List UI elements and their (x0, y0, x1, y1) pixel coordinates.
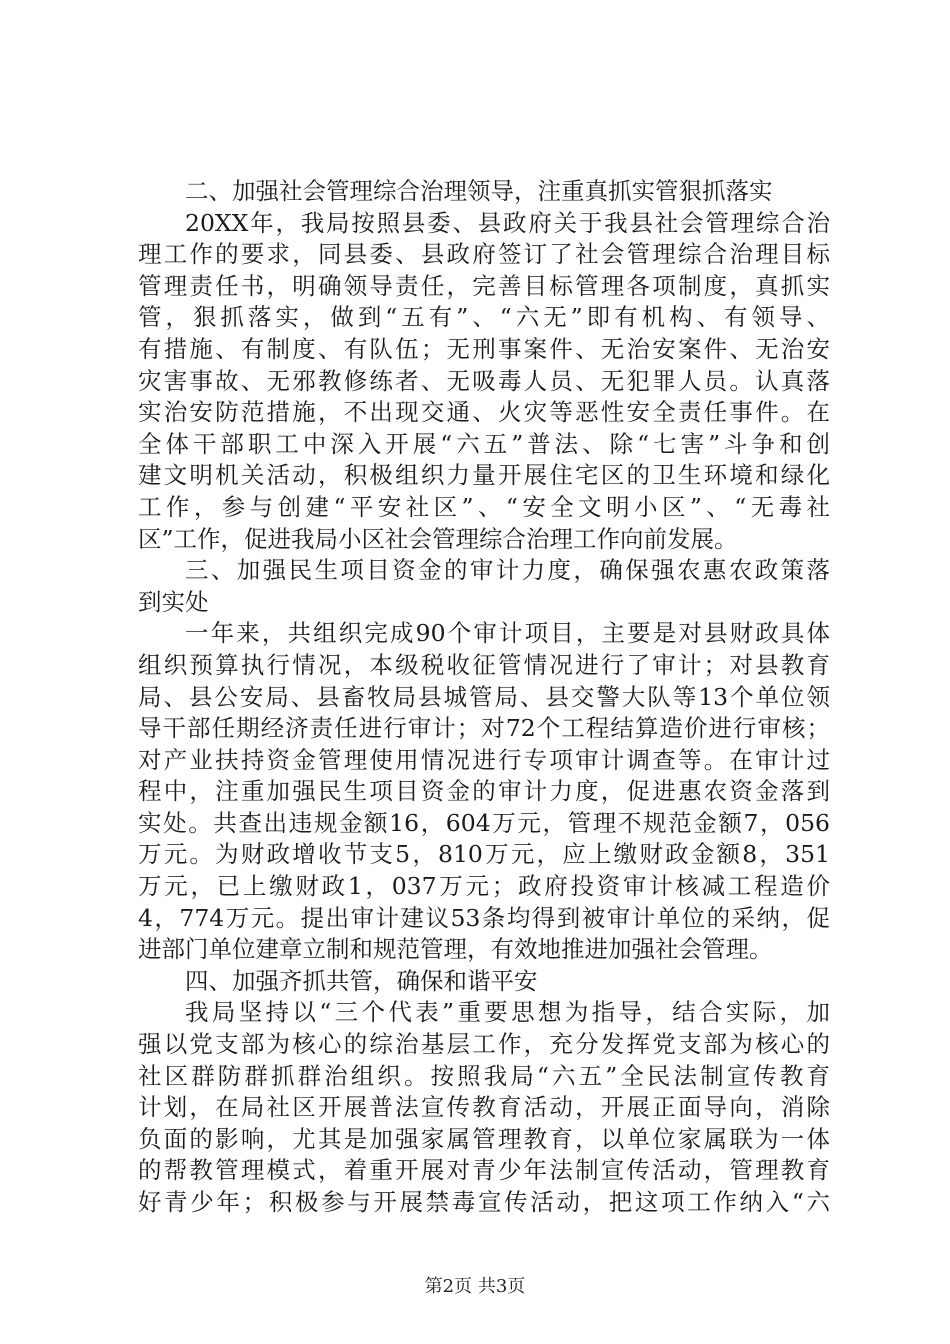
paragraph-line: 计划，在局社区开展普法宣传教育活动，开展正面导向，消除 (138, 1093, 830, 1122)
paragraph-line: 万元。为财政增收节支5，810万元，应上缴财政金额8，351 (138, 840, 830, 869)
paragraph-line: 一年来，共组织完成90个审计项目，主要是对县财政具体 (185, 619, 830, 648)
paragraph-line: 20XX年，我局按照县委、县政府关于我县社会管理综合治 (185, 208, 830, 237)
paragraph-line: 建文明机关活动，积极组织力量开展住宅区的卫生环境和绿化 (138, 461, 830, 490)
section-heading-2: 二、加强社会管理综合治理领导，注重真抓实管狠抓落实 (185, 177, 773, 205)
paragraph-line: 管，狠抓落实，做到“五有”、“六无”即有机构、有领导、 (138, 303, 830, 332)
paragraph-line: 我局坚持以“三个代表”重要思想为指导，结合实际，加 (185, 998, 830, 1027)
paragraph-line: 局、县公安局、县畜牧局县城管局、县交警大队等13个单位领 (138, 682, 830, 711)
page-number-footer: 第2页 共3页 (424, 1276, 526, 1297)
section-heading-3: 三、加强民生项目资金的审计力度，确保强农惠农政策落 (185, 556, 830, 585)
paragraph-line: 组织预算执行情况，本级税收征管情况进行了审计；对县教育 (138, 650, 830, 679)
paragraph-line: 对产业扶持资金管理使用情况进行专项审计调查等。在审计过 (138, 745, 830, 774)
paragraph-line: 理工作的要求，同县委、县政府签订了社会管理综合治理目标 (138, 240, 830, 269)
paragraph-line: 实处。共查出违规金额16，604万元，管理不规范金额7，056 (138, 808, 830, 837)
section-heading-3-cont: 到实处 (138, 587, 209, 616)
paragraph-line: 实治安防范措施，不出现交通、火灾等恶性安全责任事件。在 (138, 398, 830, 427)
paragraph-line: 4，774万元。提出审计建议53条均得到被审计单位的采纳，促 (138, 903, 830, 932)
paragraph-line: 灾害事故、无邪教修练者、无吸毒人员、无犯罪人员。认真落 (138, 366, 830, 395)
paragraph-line: 工作，参与创建“平安社区”、“安全文明小区”、“无毒社 (138, 492, 830, 521)
paragraph-line: 进部门单位建章立制和规范管理，有效地推进加强社会管理。 (138, 935, 773, 964)
paragraph-line: 社区群防群抓群治组织。按照我局“六五”全民法制宣传教育 (138, 1061, 830, 1090)
paragraph-line: 好青少年；积极参与开展禁毒宣传活动，把这项工作纳入“六 (138, 1188, 830, 1216)
paragraph-line: 区”工作，促进我局小区社会管理综合治理工作向前发展。 (138, 524, 738, 553)
paragraph-line: 强以党支部为核心的综治基层工作，充分发挥党支部为核心的 (138, 1030, 830, 1059)
paragraph-line: 全体干部职工中深入开展“六五”普法、除“七害”斗争和创 (138, 429, 830, 458)
paragraph-line: 有措施、有制度、有队伍；无刑事案件、无治安案件、无治安 (138, 334, 830, 363)
paragraph-line: 的帮教管理模式，着重开展对青少年法制宣传活动，管理教育 (138, 1156, 830, 1185)
document-body (138, 176, 830, 1219)
paragraph-line: 程中，注重加强民生项目资金的审计力度，促进惠农资金落到 (138, 777, 830, 806)
paragraph-line: 负面的影响，尤其是加强家属管理教育，以单位家属联为一体 (138, 1124, 830, 1153)
paragraph-line: 管理责任书，明确领导责任，完善目标管理各项制度，真抓实 (138, 271, 830, 300)
section-heading-4: 四、加强齐抓共管，确保和谐平安 (185, 966, 538, 995)
paragraph-line: 导干部任期经济责任进行审计；对72个工程结算造价进行审核； (138, 714, 830, 743)
paragraph-line: 万元，已上缴财政1，037万元；政府投资审计核减工程造价 (138, 872, 830, 901)
